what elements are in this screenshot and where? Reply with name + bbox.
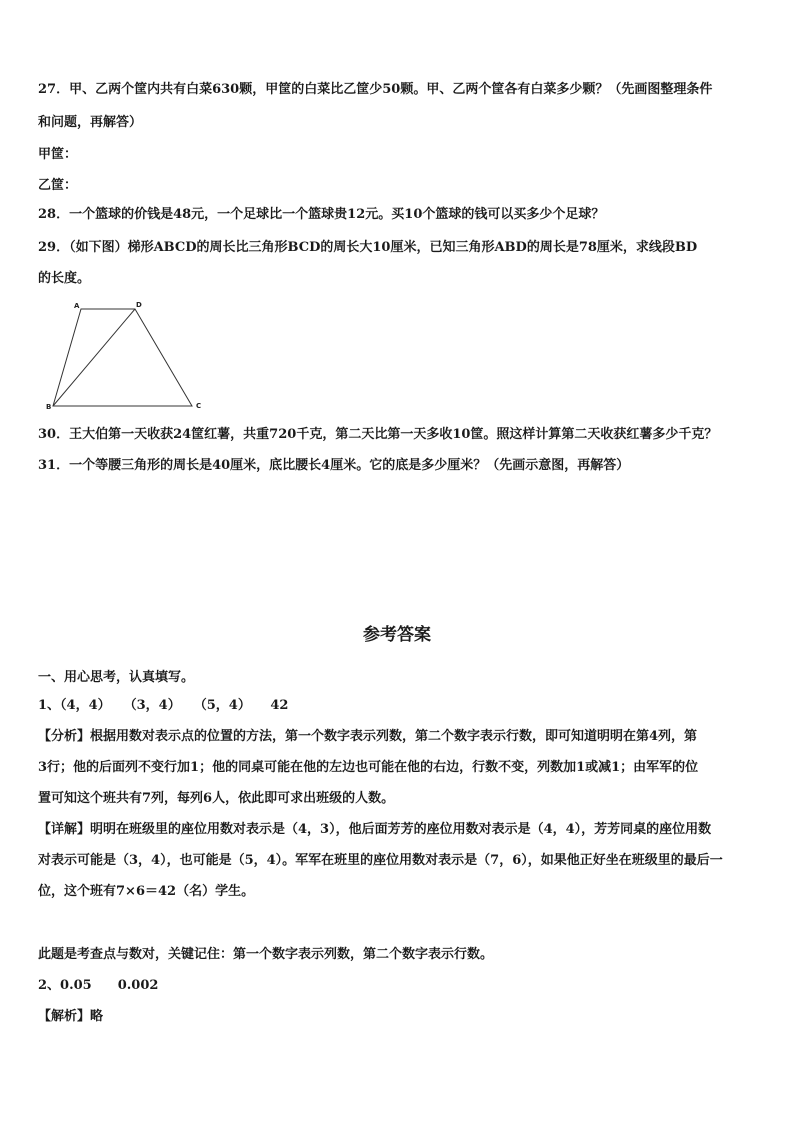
- vertex-label-c: C: [196, 402, 202, 410]
- vertex-label-d: D: [136, 301, 142, 309]
- question-29-line-1: 29．（如下图）梯形ABCD的周长比三角形BCD的周长大10厘米，已知三角形ABD的周长是78厘米，求线段BD: [38, 240, 698, 255]
- trapezoid-abcd-figure: [38, 296, 218, 416]
- question-30: 30．王大伯第一天收获24筐红薯，共重720千克，第二天比第一天多收10筐。照这样计算第二天收获红薯多少千克？: [38, 427, 718, 442]
- question-28: 28．一个篮球的价钱是48元，一个足球比一个篮球贵12元。买10个篮球的钱可以买多少个足球？: [38, 207, 605, 222]
- vertex-label-a: A: [74, 302, 80, 310]
- question-27-line-2: 和问题，再解答）: [38, 115, 143, 130]
- question-31: 31．一个等腰三角形的周长是40厘米，底比腰长4厘米。它的底是多少厘米？（先画示意图，再解答）: [38, 458, 630, 473]
- answer-1-analysis-line-1: 【分析】根据用数对表示点的位置的方法，第一个数字表示列数，第二个数字表示行数，即可知道明明在第4列，第: [38, 729, 698, 744]
- answer-1-detail-line-2: 对表示可能是（3，4），也可能是（5，4）。军军在班里的座位用数对表示是（7，6），如果他正好坐在班级里的最后一: [38, 853, 723, 868]
- question-27-basket-yi: 乙筐：: [38, 178, 78, 193]
- answer-2-analysis: 【解析】略: [38, 1009, 104, 1024]
- answer-1-detail-line-3: 位，这个班有7×6＝42（名）学生。: [38, 884, 255, 899]
- answer-2: 2、0.05 0.002: [38, 978, 159, 993]
- answers-title: 参考答案: [363, 625, 431, 645]
- answer-1-note: 此题是考查点与数对，关键记住：第一个数字表示列数，第二个数字表示行数。: [38, 947, 494, 962]
- question-29-line-2: 的长度。: [38, 271, 91, 286]
- question-27-line-1: 27．甲、乙两个筐内共有白菜630颗，甲筐的白菜比乙筐少50颗。甲、乙两个筐各有白菜多少颗？（先画图整理条件: [38, 82, 713, 97]
- answer-1: 1、（4，4） （3，4） （5，4） 42: [38, 698, 289, 713]
- answer-1-analysis-line-2: 3行；他的后面列不变行加1；他的同桌可能在他的左边也可能在他的右边，行数不变，列数加1或减1；由军军的位: [38, 760, 699, 775]
- diagonal-bd: [53, 309, 135, 406]
- answer-1-detail-line-1: 【详解】明明在班级里的座位用数对表示是（4，3），他后面芳芳的座位用数对表示是（4，4），芳芳同桌的座位用数: [38, 822, 712, 837]
- vertex-label-b: B: [46, 403, 52, 411]
- answer-1-analysis-line-3: 置可知这个班共有7列，每列6人，依此即可求出班级的人数。: [38, 791, 395, 806]
- answers-section-1-heading: 一、用心思考，认真填写。: [38, 670, 195, 685]
- question-27-basket-jia: 甲筐：: [38, 147, 78, 162]
